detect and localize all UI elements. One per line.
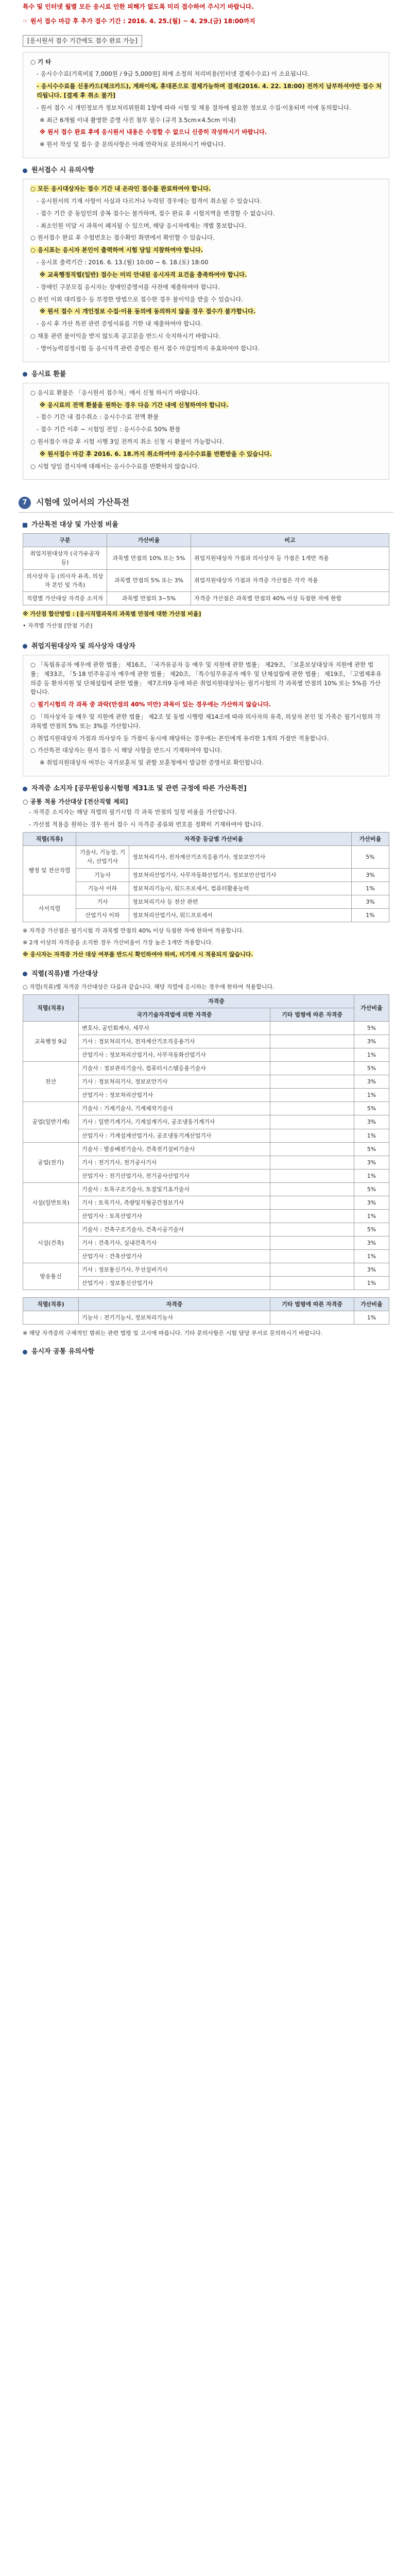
table-cell: 산업기사 : 전기산업기사, 전기공사산업기사	[79, 1169, 270, 1182]
table-row	[23, 569, 389, 591]
table-cell: 3%	[354, 1196, 389, 1209]
section-cert-title: 자격증 소지자 [공무원임용시험령 제31조 및 관련 규정에 따른 가산특전]	[31, 785, 247, 793]
cert-intro	[23, 797, 389, 829]
vet-item: ○ 가산특전 대상자는 원서 접수 시 해당 사항을 반드시 기재하여야 합니다.	[30, 747, 222, 754]
cert-header: 직렬(직류)	[23, 833, 76, 846]
table-row	[23, 547, 389, 569]
cert2-cont-header: 가산비율	[354, 1298, 389, 1311]
table-cell: 5%	[354, 1102, 389, 1115]
bullet-icon	[23, 644, 27, 649]
cert2-header: 가산비율	[354, 995, 389, 1022]
vet-item: ※ 취업지원대상자 여부는 국가보훈처 및 관할 보훈청에서 발급한 증명서로 확인합니다.	[40, 759, 264, 767]
table-cell	[270, 1022, 354, 1035]
table-cell	[270, 1263, 354, 1276]
bonus-header: 구분	[23, 534, 107, 547]
section-cert-heading	[23, 784, 389, 794]
section-vet-box	[23, 655, 389, 776]
table-cell: 1%	[354, 1129, 389, 1142]
table-cell: 공업(전기)	[23, 1142, 79, 1182]
cert-item: ○ 공통 적용 가산대상 [전산직렬 제외]	[23, 798, 128, 806]
table-cell: 정보처리기사, 전자계산기조직응용기사, 정보보안기사	[129, 846, 352, 868]
fee-item: - 접수 기간 이후 ~ 시험일 전일 : 응시수수료 50% 환불	[37, 426, 181, 433]
table-cell: 기술사 : 토목구조기술사, 토질및기초기술사	[79, 1182, 270, 1196]
table-cell: 산업기사 이하	[76, 908, 129, 922]
table-cell: 산업기사 : 정보처리산업기사, 사무자동화산업기사	[79, 1048, 270, 1062]
cert-note: ※ 2개 이상의 자격증을 소지한 경우 가산비율이 가장 높은 1개만 적용합니다.	[23, 939, 213, 946]
period-line: ☞ 원서 접수 마감 후 추가 접수 기간 : 2016. 4. 25.(월) ~ 4. 29.(금) 18:00까지	[23, 18, 255, 25]
table-cell	[270, 1048, 354, 1062]
table-cell: 기사 : 전기기사, 전기공사기사	[79, 1156, 270, 1169]
apply-item-text: ※ 교육행정직렬(일반) 접수는 미리 안내된 응시자격 요건을 충족하여야 합니다.	[40, 270, 247, 278]
vet-item-text: ○ 필기시험의 각 과목 중 과락(만점의 40% 미만) 과목이 있는 경우에는 가산하지 않습니다.	[30, 701, 271, 708]
table-cell: 1%	[352, 882, 389, 895]
table-cell: 3%	[352, 868, 389, 882]
apply-item	[30, 184, 382, 194]
box-item: ※ 원서 작성 및 접수 중 문의사항은 아래 연락처로 문의하시기 바랍니다.	[40, 141, 226, 148]
table-cell	[270, 1311, 354, 1325]
table-row	[23, 1223, 389, 1236]
table-cell	[270, 1129, 354, 1142]
apply-item: ○ 본인 이외 대리접수 등 부정한 방법으로 접수한 경우 불이익을 받을 수 있습니다.	[30, 295, 244, 303]
table-cell	[270, 1062, 354, 1075]
table-cell: 5%	[354, 1062, 389, 1075]
table-cell: 산업기사 : 정보통신산업기사	[79, 1277, 270, 1290]
table-cell: 사서직렬	[23, 895, 76, 922]
table-row	[23, 1022, 389, 1035]
table-cell: 기사 : 정보처리기사, 전자계산기조직응용기사	[79, 1035, 270, 1048]
table-cell: 시설(일반토목)	[23, 1182, 79, 1223]
table-cell: 1%	[354, 1311, 389, 1325]
table-cell: 1%	[352, 908, 389, 922]
bonus-header: 가산비율	[107, 534, 191, 547]
table-cell: 3%	[354, 1236, 389, 1249]
section-cert2-title: 직렬(직류)별 가산대상	[31, 970, 98, 978]
table-cell: 자격증 가산점은 과목별 만점의 40% 이상 득점한 자에 한함	[191, 591, 389, 605]
table-cell	[270, 1089, 354, 1102]
table-cell	[270, 1196, 354, 1209]
apply-item: ○ 원서접수 완료 후 수험번호는 접수확인 화면에서 확인할 수 있습니다.	[30, 234, 215, 242]
table-cell: 1%	[354, 1209, 389, 1223]
cert2-body	[23, 1022, 389, 1290]
table-row	[23, 1062, 389, 1075]
box-item: - 응시수수료(기록비)[ 7,000원 / 9급 5,000원] 외에 소정의 처리비용(인터넷 결제수수료) 이 소요됩니다.	[37, 70, 310, 78]
table-cell: 기사 : 건축기사, 실내건축기사	[79, 1236, 270, 1249]
table-cell: 기술사 : 발송배전기술사, 건축전기설비기술사	[79, 1142, 270, 1156]
cert-item: - 자격증 소지자는 해당 직렬의 필기시험 각 과목 만점의 일정 비율을 가산합니다.	[29, 808, 237, 816]
section-fee-heading	[23, 369, 389, 380]
table-cell: 1%	[354, 1169, 389, 1182]
apply-item-text: ○ 응시표는 응시자 본인이 출력하여 시험 당일 지참하여야 합니다.	[30, 246, 203, 254]
table-cell: 기사	[76, 895, 129, 908]
table-cell: 취업지원대상자 (국가유공자 등)	[23, 547, 107, 569]
table-cell: 의사상자 등 (의사자 유족, 의상자 본인 및 가족)	[23, 569, 107, 591]
cert2-cont-table	[23, 1297, 389, 1325]
cert-table-wrap	[23, 832, 389, 922]
table-cell: 기술사, 기능장, 기사, 산업기사	[76, 846, 129, 868]
table-cell: 행정 및 전산직렬	[23, 846, 76, 895]
cert-header: 가산비율	[352, 833, 389, 846]
cert-table	[23, 832, 389, 922]
table-cell: 공업(일반기계)	[23, 1102, 79, 1142]
table-cell: 3%	[354, 1035, 389, 1048]
chapter-number: 7	[19, 497, 31, 509]
table-row	[23, 895, 389, 908]
table-cell	[270, 1182, 354, 1196]
chapter-title: 시험에 있어서의 가산특전	[36, 497, 130, 507]
table-cell: 산업기사 : 정보처리산업기사	[79, 1089, 270, 1102]
apply-item	[30, 270, 382, 280]
apply-item: - 응시표 출력기간 : 2016. 6. 13.(월) 10:00 ~ 6. 18.(토) 18:00	[37, 259, 209, 266]
table-cell: 정보처리기능사, 워드프로세서, 컴퓨터활용능력	[129, 882, 352, 895]
table-cell: 1%	[354, 1048, 389, 1062]
table-cell	[270, 1223, 354, 1236]
table-cell: 취업지원대상자 가점과 의사상자 등 가점은 1개만 적용	[191, 547, 389, 569]
table-row	[23, 1263, 389, 1276]
cert-note	[23, 950, 389, 959]
box-item: ○ 기 타	[30, 58, 52, 65]
bullet-icon	[23, 1350, 27, 1354]
bullet-icon	[23, 523, 27, 528]
cert2-subheader: 국가기술자격법에 의한 자격증	[79, 1008, 270, 1022]
apply-item: - 응시원서의 기재 사항이 사실과 다르거나 누락된 경우에는 합격이 취소될 수 있습니다.	[37, 197, 262, 205]
cert2-table	[23, 994, 389, 1290]
table-cell: 5%	[354, 1022, 389, 1035]
table-cell: 기사 : 일반기계기사, 기계설계기사, 공조냉동기계기사	[79, 1115, 270, 1129]
fee-item: ○ 원서접수 마감 후 시험 시행 3일 전까지 취소 신청 시 환불이 가능합니다.	[30, 438, 224, 445]
bonus-foot-text: ※ 가산점 합산방법 : [응시직렬과목의 과목별 만점에 대한 가산점 비율]	[23, 610, 201, 617]
table-cell: 5%	[354, 1223, 389, 1236]
table-row	[23, 868, 389, 882]
table-cell: 기술사 : 정보관리기술사, 컴퓨터시스템응용기술사	[79, 1062, 270, 1075]
apply-item: - 영어능력검정시험 등 응시자격 관련 증빙은 원서 접수 마감일까지 유효하여야 합니다.	[37, 344, 260, 352]
top-warning: 특수 및 인터넷 월별 모든 응시료 인한 피해가 없도록 미리 접수하여 주시기 바랍니다.	[23, 3, 254, 10]
cert2-cont-wrap	[23, 1297, 389, 1325]
apply-item-text: ※ 원서 접수 시 개인정보 수집·이용 동의에 동의하지 않을 경우 접수가 불가합니다.	[40, 308, 256, 315]
fee-item	[30, 450, 382, 459]
table-cell: 과목별 만점의 10% 또는 5%	[107, 547, 191, 569]
table-cell: 방송통신	[23, 1263, 79, 1290]
last-section-heading	[23, 1347, 389, 1357]
cert2-intro: ○ 직렬(직류)별 자격증 가산대상은 다음과 같습니다. 해당 직렬에 응시하는 경우에 한하여 적용합니다.	[23, 983, 274, 990]
box-item	[30, 82, 382, 100]
box-item: ※ 원서 접수 완료 후에 응시원서 내용은 수정할 수 없으니 신중히 작성하시기 바랍니다.	[40, 128, 267, 136]
table-row	[23, 846, 389, 868]
table-cell: 시설(건축)	[23, 1223, 79, 1263]
bullet-icon	[23, 372, 27, 377]
table-cell	[270, 1102, 354, 1115]
table-cell	[270, 1236, 354, 1249]
chapter-7-heading	[19, 493, 393, 513]
table-cell: 전산	[23, 1062, 79, 1102]
table-cell: 산업기사 : 건축산업기사	[79, 1249, 270, 1263]
table-cell: 5%	[354, 1182, 389, 1196]
section-bonus-title: 가산특전 대상 및 가산점 비율	[31, 521, 118, 529]
section-fee-box	[23, 383, 389, 480]
apply-item: - 응시 후 가산 특전 관련 증빙서류를 기한 내 제출하여야 합니다.	[37, 320, 203, 328]
apply-item: - 장애인 구분모집 응시자는 장애인증명서를 사전에 제출하여야 합니다.	[37, 283, 220, 291]
table-cell: 정보처리산업기사, 워드프로세서	[129, 908, 352, 922]
bonus-table-wrap	[23, 533, 389, 605]
cert-note: ※ 자격증 가산점은 필기시험 각 과목별 만점의 40% 이상 득점한 자에 한하여 적용합니다.	[23, 927, 244, 934]
vet-item	[30, 700, 382, 709]
table-row	[23, 1182, 389, 1196]
box-item: ※ 최근 6개월 이내 촬영한 증명 사진 첨부 필수 (규격 3.5cm×4.5cm 이내)	[40, 116, 236, 124]
section-apply-heading	[23, 165, 389, 176]
table-cell	[270, 1249, 354, 1263]
table-cell: 직렬별 가산대상 자격증 소지자	[23, 591, 107, 605]
table-cell	[270, 1115, 354, 1129]
table-row	[23, 1311, 389, 1325]
section-apply-box	[23, 179, 389, 362]
table-cell	[270, 1169, 354, 1182]
table-cell	[270, 1156, 354, 1169]
table-cell: 1%	[354, 1089, 389, 1102]
table-cell: 1%	[354, 1249, 389, 1263]
table-cell: 3%	[354, 1263, 389, 1276]
table-cell	[270, 1035, 354, 1048]
section-cert2-heading	[23, 969, 389, 979]
vet-item: ○ 「의사상자 등 예우 및 지원에 관한 법률」 제2조 및 동법 시행령 제14조에 따라 의사자의 유족, 의상자 본인 및 가족은 필기시험의 각 과목별 만점의 5% 또는 3%를 가산합니다.	[30, 713, 381, 730]
fee-item-text: ※ 응시료의 전액 환불을 원하는 경우 다음 기간 내에 신청하여야 합니다.	[40, 401, 229, 409]
cert2-footnote: ※ 해당 자격증의 구체적인 범위는 관련 법령 및 고시에 따릅니다. 기타 문의사항은 시험 담당 부서로 문의하시기 바랍니다.	[23, 1330, 323, 1337]
table-cell	[270, 1142, 354, 1156]
table-cell: 기술사 : 건축구조기술사, 건축시공기술사	[79, 1223, 270, 1236]
table-cell: 산업기사 : 기계설계산업기사, 공조냉동기계산업기사	[79, 1129, 270, 1142]
cert2-header: 직렬(직류)	[23, 995, 79, 1022]
cert-note-text: ※ 응시자는 자격증 가산 대상 여부를 반드시 확인하여야 하며, 미기재 시 적용되지 않습니다.	[23, 951, 253, 958]
apply-item	[30, 246, 382, 255]
table-cell: 1%	[354, 1277, 389, 1290]
fee-item: ○ 응시료 환불은 「응시원서 접수처」에서 신청 하시기 바랍니다.	[30, 388, 200, 396]
table-cell: 교육행정 9급	[23, 1022, 79, 1062]
cert2-cont-header: 기타 법령에 따른 자격증	[270, 1298, 354, 1311]
fee-item: - 접수 기간 내 접수취소 : 응시수수료 전액 환불	[37, 413, 159, 421]
fee-item	[30, 401, 382, 410]
apply-item: - 최소인원 미달 시 과목이 폐지될 수 있으며, 해당 응시자에게는 개별 통보합니다.	[37, 222, 247, 229]
cert-header: 자격증 등급별 가산비율	[76, 833, 352, 846]
table-cell: 기술사 : 기계기술사, 기계제작기술사	[79, 1102, 270, 1115]
table-cell: 산업기사 : 토목산업기사	[79, 1209, 270, 1223]
cert2-header: 자격증	[79, 995, 354, 1008]
vet-item: ○ 「독립유공자 예우에 관한 법률」 제16조, 「국가유공자 등 예우 및 지원에 관한 법률」 제29조, 「보훈보상대상자 지원에 관한 법률」 제33조, 「5·18 민주유공자 예우에 관한 법률」 제20조, 「특수임무유공자 예우 및 단체설립에 관한 법률」 제19조, 「고엽제후유의증 등 환자지원 및 단체설립에 관한 법률」 제7조의9 등에 따른 취업지원대상자는 필기시험의 각 과목별 만점의 10% 또는 5%를 가산합니다.	[30, 660, 382, 696]
bonus-table	[23, 533, 389, 605]
section-apply-title: 원서접수 시 유의사항	[31, 166, 95, 175]
subhead: [응시원서 접수 기간에도 접수 완료 가능]	[23, 35, 142, 47]
last-section-title: 응시자 공통 유의사항	[31, 1348, 95, 1356]
box-item: - 원서 접수 시 개인정보가 정보처리위원회 1항에 따라 시험 및 채용 절차에 필요한 정보로 수집·이용되며 이에 동의합니다.	[37, 104, 351, 111]
table-cell: 기능사 이하	[76, 882, 129, 895]
section-fee-title: 응시료 환불	[31, 370, 66, 378]
table-cell: 변호사, 공인회계사, 세무사	[79, 1022, 270, 1035]
bullet-icon	[23, 168, 27, 173]
table-cell: 기사 : 정보통신기사, 무선설비기사	[79, 1263, 270, 1276]
cert2-cont-header: 자격증	[79, 1298, 270, 1311]
apply-item-text: ○ 모든 응시대상자는 접수 기간 내 온라인 접수를 완료하여야 합니다.	[30, 185, 211, 193]
section-bonus-heading	[23, 520, 389, 530]
table-row	[23, 1142, 389, 1156]
cert2-header: 기타 법령에 따른 자격증	[270, 1008, 354, 1022]
table-cell	[23, 1311, 79, 1325]
section-vet-title: 취업지원대상자 및 의사상자 대상자	[31, 642, 135, 650]
table-row	[23, 882, 389, 895]
table-cell	[270, 1209, 354, 1223]
bonus-foot	[23, 609, 389, 618]
bullet-icon	[23, 787, 27, 791]
table-cell: 3%	[354, 1115, 389, 1129]
bullet-icon	[23, 972, 27, 976]
vet-item: ○ 취업지원대상자 가점과 의사상자 등 가점이 동시에 해당하는 경우에는 본인에게 유리한 1개의 가점만 적용합니다.	[30, 734, 329, 742]
cert2-cont-header: 직렬(직류)	[23, 1298, 79, 1311]
apply-item: ○ 채용 관련 불이익을 받지 않도록 공고문을 반드시 숙지하시기 바랍니다.	[30, 332, 220, 340]
table-cell: 정보처리기사 등 전산 관련	[129, 895, 352, 908]
table-row	[23, 591, 389, 605]
cert-item: - 가산점 적용을 원하는 경우 원서 접수 시 자격증 종류와 번호를 정확히 기재하여야 합니다.	[29, 820, 264, 828]
table-cell	[270, 1075, 354, 1089]
table-cell: 과목별 만점의 5% 또는 3%	[107, 569, 191, 591]
table-cell: 정보처리산업기사, 사무자동화산업기사, 정보보안산업기사	[129, 868, 352, 882]
bonus-header: 비고	[191, 534, 389, 547]
section-vet-heading	[23, 641, 389, 652]
bonus-foot: • 자격별 가산점 [만점 기준]	[23, 622, 93, 629]
fee-item-text: ※ 원서접수 마감 후 2016. 6. 18.까지 취소하여야 응시수수료를 반환받을 수 있습니다.	[40, 450, 272, 457]
apply-item: - 접수 기간 중 동일인의 중복 접수는 불가하며, 접수 완료 후 시험지역을 변경할 수 없습니다.	[37, 209, 275, 217]
table-cell: 3%	[354, 1156, 389, 1169]
table-cell: 3%	[352, 895, 389, 908]
table-cell: 5%	[354, 1142, 389, 1156]
fee-item: ○ 시험 당일 결시자에 대해서는 응시수수료를 반환하지 않습니다.	[30, 462, 200, 470]
table-cell: 취업지원대상자 가점과 자격증 가산점은 각각 적용	[191, 569, 389, 591]
table-cell: 5%	[352, 846, 389, 868]
box-item-text: - 응시수수료를 신용카드(체크카드), 계좌이체, 휴대폰으로 결제가능하며 결제(2016. 4. 22. 18:00) 전까지 납부하셔야만 접수 처리됩니다. [결제 후 취소 불가]	[37, 82, 382, 99]
table-cell: 기능사	[76, 868, 129, 882]
table-cell: 3%	[354, 1075, 389, 1089]
table-row	[23, 1102, 389, 1115]
table-cell: 기사 : 정보처리기사, 정보보안기사	[79, 1075, 270, 1089]
table-cell: 기사 : 토목기사, 측량및지형공간정보기사	[79, 1196, 270, 1209]
apply-item	[30, 307, 382, 316]
etc-box	[23, 52, 389, 159]
table-cell: 기능사 : 전기기능사, 정보처리기능사	[79, 1311, 270, 1325]
cert2-table-wrap	[23, 994, 389, 1290]
table-cell: 과목별 만점의 3~5%	[107, 591, 191, 605]
table-cell	[270, 1277, 354, 1290]
table-row	[23, 908, 389, 922]
